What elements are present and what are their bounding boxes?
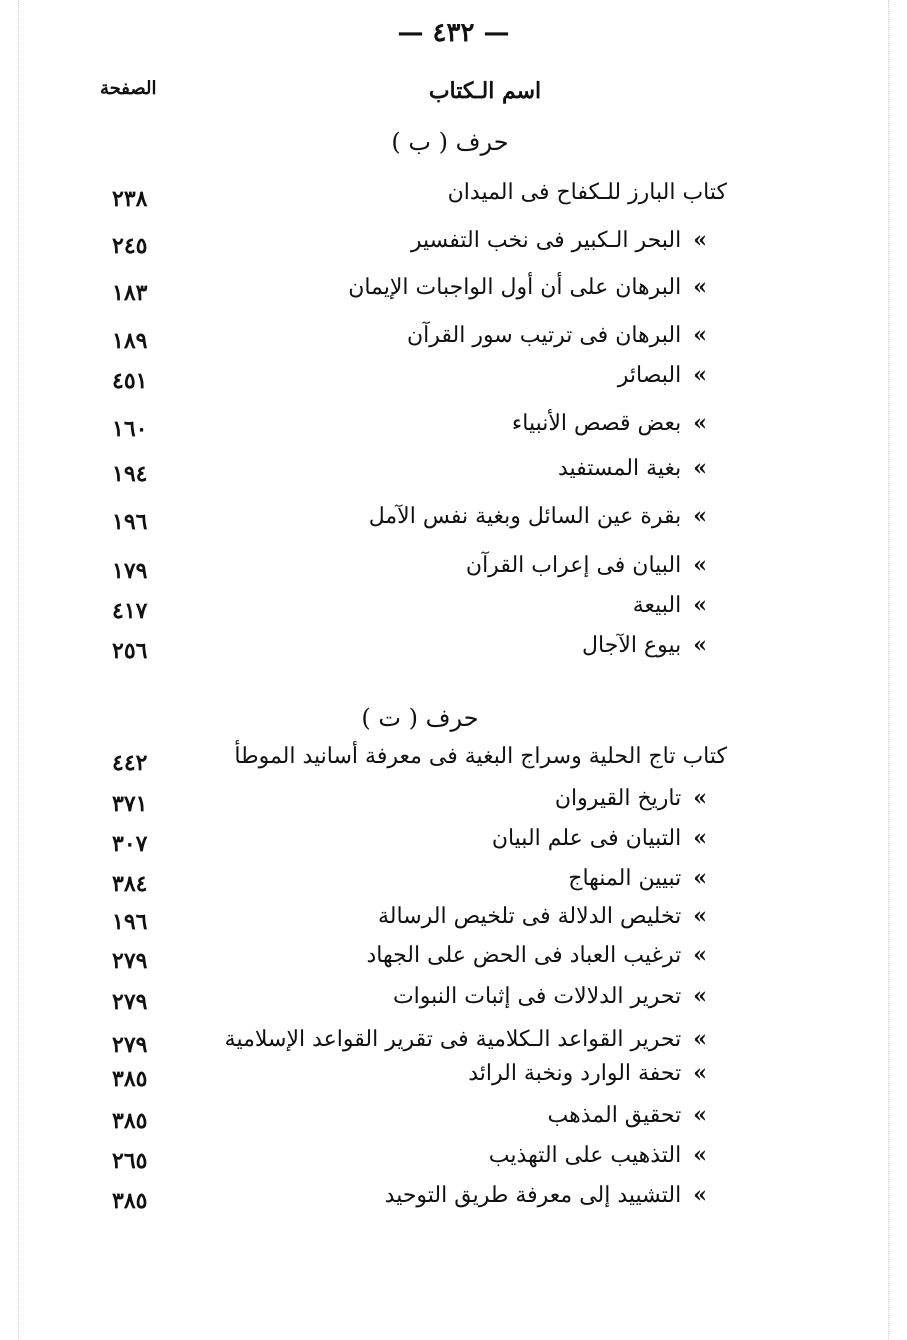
- entry-title: »البصائر: [617, 362, 707, 388]
- entry-title: »تحقيق المذهب: [547, 1102, 707, 1128]
- entry-title: »تخليص الدلالة فى تلخيص الرسالة: [378, 903, 707, 929]
- list-item: [0, 942, 907, 982]
- entry-title: »التبيان فى علم البيان: [491, 825, 707, 851]
- entry-page: ١٨٣: [112, 280, 148, 306]
- entry-page: ٤٤٢: [112, 750, 148, 776]
- list-item: [0, 455, 907, 495]
- list-item: [0, 632, 907, 672]
- entry-page: ٢٦٥: [112, 1148, 148, 1174]
- entry-page: ٢٧٩: [112, 1032, 148, 1058]
- entry-page: ١٩٦: [112, 909, 148, 935]
- list-item: [0, 180, 907, 220]
- list-item: [0, 825, 907, 865]
- entry-title: »بقرة عين السائل وبغية نفس الآمل: [368, 503, 707, 529]
- list-item: [0, 592, 907, 632]
- list-item: [0, 785, 907, 825]
- entry-title: »تحرير الدلالات فى إثبات النبوات: [392, 983, 707, 1009]
- entry-title: »البرهان على أن أول الواجبات الإيمان: [348, 274, 707, 300]
- entry-page: ٢٧٩: [112, 948, 148, 974]
- entry-title: »ترغيب العباد فى الحض على الجهاد: [366, 942, 707, 968]
- entry-title: »البحر الـكبير فى نخب التفسير: [410, 227, 707, 253]
- entry-page: ٣٨٥: [112, 1108, 148, 1134]
- entry-page: ٣٨٥: [112, 1066, 148, 1092]
- entry-title: »تحفة الوارد ونخبة الرائد: [468, 1060, 707, 1086]
- list-item: [0, 274, 907, 314]
- list-item: [0, 362, 907, 402]
- entry-title: »البيعة: [632, 592, 707, 618]
- list-item: [0, 983, 907, 1023]
- entry-page: ١٧٩: [112, 558, 148, 584]
- entry-title: »التشييد إلى معرفة طريق التوحيد: [384, 1182, 707, 1208]
- entry-title: »التذهيب على التهذيب: [488, 1142, 707, 1168]
- entry-page: ١٨٩: [112, 328, 148, 354]
- list-item: [0, 322, 907, 362]
- entry-title: »البرهان فى ترتيب سور القرآن: [406, 322, 707, 348]
- entry-page: ٣٠٧: [112, 831, 148, 857]
- list-item: [0, 744, 907, 784]
- page-column-header: الصفحة: [100, 78, 157, 99]
- list-item: [0, 1142, 907, 1182]
- list-item: [0, 1060, 907, 1100]
- entry-page: ٤٥١: [112, 368, 148, 394]
- entry-page: ٢٣٨: [112, 186, 148, 212]
- list-item: [0, 1182, 907, 1222]
- entry-page: ٢٤٥: [112, 233, 148, 259]
- entry-page: ١٩٦: [112, 509, 148, 535]
- entry-page: ٣٨٥: [112, 1188, 148, 1214]
- entry-title: »بيوع الآجال: [582, 632, 707, 658]
- entry-page: ٢٧٩: [112, 989, 148, 1015]
- list-item: [0, 903, 907, 943]
- entry-page: ٣٧١: [112, 791, 148, 817]
- entry-title: »بغية المستفيد: [557, 455, 707, 481]
- list-item: [0, 227, 907, 267]
- section-heading-ta: حرف ( ت ): [361, 704, 479, 732]
- entry-title: »تبيين المنهاج: [568, 865, 707, 891]
- entry-title: كتاب البارز للـكفاح فى الميدان: [447, 180, 727, 205]
- entry-page: ١٦٠: [112, 416, 148, 442]
- list-item: [0, 1102, 907, 1142]
- entry-title: »تاريخ القيروان: [554, 785, 707, 811]
- entry-page: ٣٨٤: [112, 871, 148, 897]
- book-title-column-header: اسم الـكتاب: [428, 78, 542, 104]
- entry-title: »تحرير القواعد الـكلامية فى تقرير القواعد الإسلامية: [224, 1026, 707, 1052]
- entry-page: ٤١٧: [112, 598, 148, 624]
- entry-title: »بعض قصص الأنبياء: [511, 410, 707, 436]
- list-item: [0, 552, 907, 592]
- entry-page: ١٩٤: [112, 461, 148, 487]
- list-item: [0, 865, 907, 905]
- section-heading-ba: حرف ( ب ): [391, 128, 509, 156]
- list-item: [0, 410, 907, 450]
- entry-title: »البيان فى إعراب القرآن: [465, 552, 707, 578]
- list-item: [0, 503, 907, 543]
- entry-page: ٢٥٦: [112, 638, 148, 664]
- page-number: — ٤٣٢ —: [397, 18, 510, 48]
- entry-title: كتاب تاج الحلية وسراج البغية فى معرفة أسانيد الموطأ: [234, 744, 727, 769]
